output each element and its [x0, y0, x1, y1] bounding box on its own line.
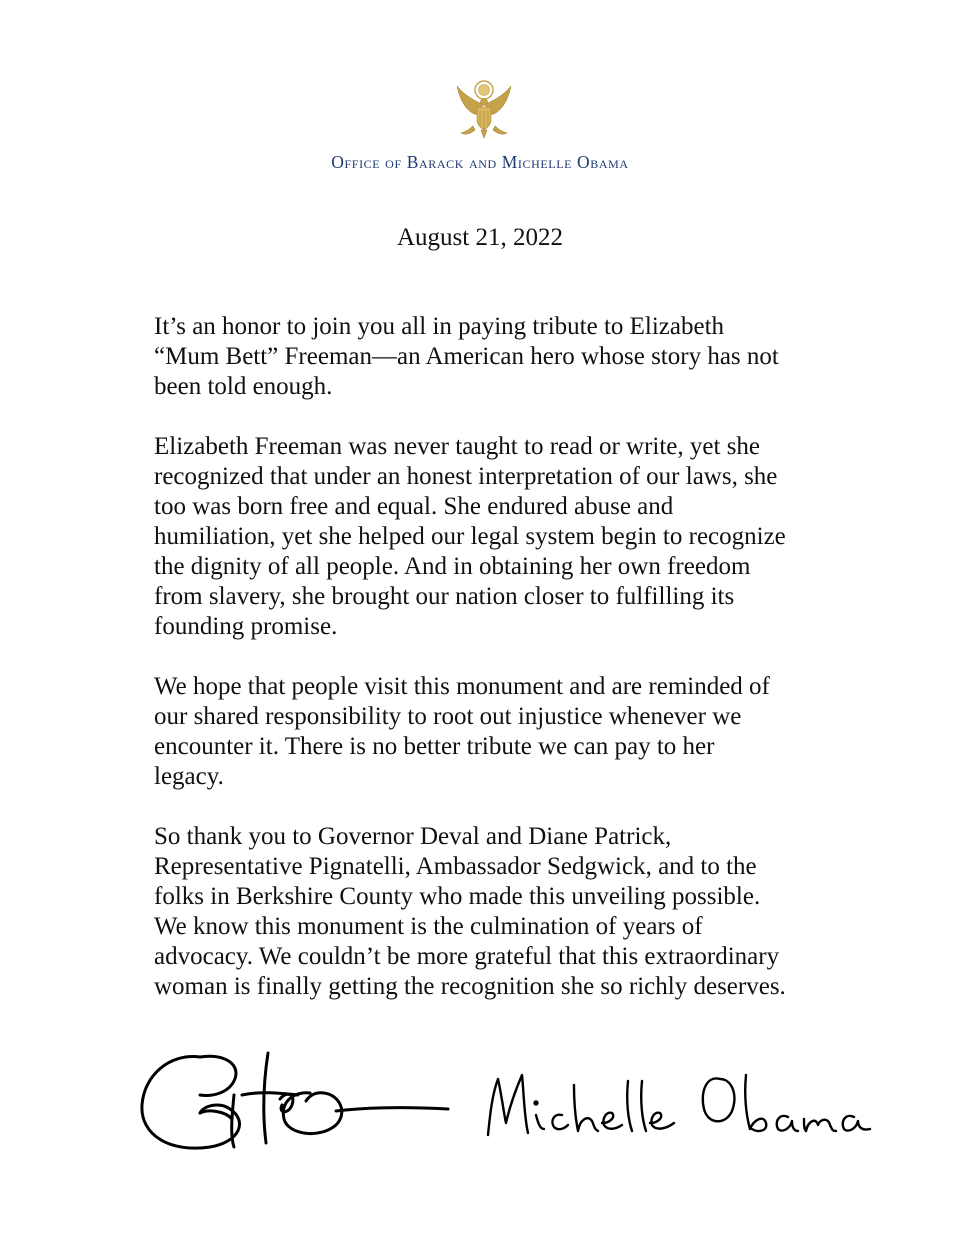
presidential-seal-icon	[455, 78, 513, 142]
letter-body	[154, 312, 824, 1032]
text-line: Elizabeth Freeman was never taught to read or write, yet she	[154, 433, 761, 460]
text-line: too was born free and equal. She endured abuse and	[154, 493, 674, 520]
signature-block	[130, 1035, 890, 1165]
text-line: our shared responsibility to root out injustice whenever we	[154, 703, 742, 730]
text-line: from slavery, she brought our nation closer to fulfilling its	[154, 583, 735, 610]
text-line: So thank you to Governor Deval and Diane Patrick,	[154, 823, 672, 850]
text-line: legacy.	[154, 763, 224, 790]
text-line: Representative Pignatelli, Ambassador Sedgwick, and to the	[154, 853, 757, 880]
text-line: the dignity of all people. And in obtaining her own freedom	[154, 553, 751, 580]
office-name: Office of Barack and Michelle Obama	[331, 152, 629, 172]
signature-michelle-obama	[470, 1045, 890, 1145]
text-line: founding promise.	[154, 613, 338, 640]
text-line: advocacy. We couldn’t be more grateful that this extraordinary	[154, 943, 780, 970]
paragraph	[154, 672, 824, 792]
text-line: It’s an honor to join you all in paying tribute to Elizabeth	[154, 313, 725, 340]
text-line: We hope that people visit this monument and are reminded of	[154, 673, 770, 700]
text-line: humiliation, yet she helped our legal system begin to recognize	[154, 523, 786, 550]
paragraph	[154, 312, 824, 402]
text-line: encounter it. There is no better tribute we can pay to her	[154, 733, 715, 760]
text-line: woman is finally getting the recognition she so richly deserves.	[154, 973, 786, 1000]
text-line: We know this monument is the culmination of years of	[154, 913, 703, 940]
signature-barack-obama	[130, 1035, 450, 1165]
text-line: recognized that under an honest interpretation of our laws, she	[154, 463, 778, 490]
letterhead	[0, 0, 960, 200]
paragraph	[154, 822, 824, 1002]
paragraph	[154, 432, 824, 642]
text-line: been told enough.	[154, 373, 333, 400]
text-line: “Mum Bett” Freeman—an American hero whose story has not	[154, 343, 779, 370]
text-line: folks in Berkshire County who made this unveiling possible.	[154, 883, 761, 910]
letter-date: August 21, 2022	[397, 224, 563, 251]
